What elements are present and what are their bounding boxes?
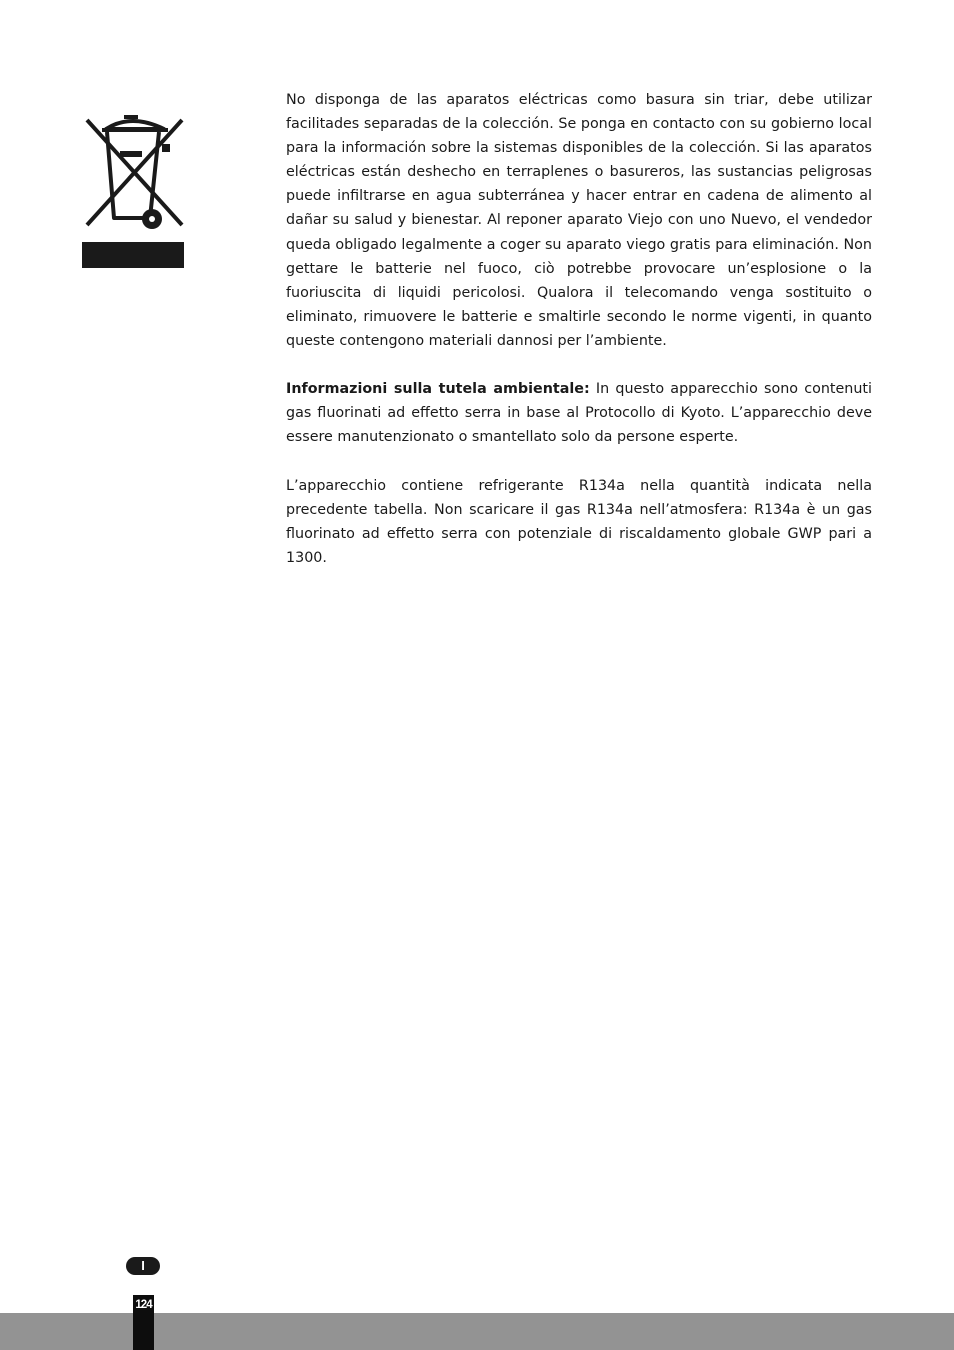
language-badge: I	[126, 1257, 160, 1275]
crossed-out-wheelie-bin-icon	[82, 112, 184, 268]
paragraph-disposal: No disponga de las aparatos eléctricas como basura sin triar, debe utilizar facilitades separadas de la colección. Se ponga en contacto con su gobierno local para la información sobre la sistemas disponibles de la colección. Si las aparatos eléctricas están deshecho en terraplenes o basureros, las sustancias peligrosas puede infiltrarse en agua subterránea y hacer entrar en cadena de alimento al dañar su salud y bienestar. Al reponer aparato Viejo con uno Nuevo, el vendedor queda obligado legalmente a coger su aparato viego gratis para eliminación. Non gettare le batterie nel fuoco, ciò potrebbe provocare un’esplosione o la fuoriuscita di liquidi pericolosi. Qualora il telecomando venga sostituito o eliminato, rimuovere le batterie e smaltirle secondo le norme vigenti, in quanto queste contengono materiali dannosi per l’ambiente.	[286, 92, 872, 349]
paragraph-refrigerant: L’apparecchio contiene refrigerante R134a nella quantità indicata nella precedente tabella. Non scaricare il gas R134a nell’atmosfera: R134a è un gas fluorinato ad effetto serra con potenziale di riscaldamento globale GWP pari a 1300.	[286, 477, 872, 566]
page-number-tab	[133, 1295, 154, 1350]
paragraph-environment-info	[286, 377, 872, 449]
page-number: 124	[135, 1299, 152, 1311]
environment-info-heading: Informazioni sulla tutela ambientale:	[286, 381, 590, 398]
environment-info-text: In questo apparecchio sono contenuti gas fluorinati ad effetto serra in base al Protocollo di Kyoto. L’apparecchio deve essere manutenzionato o smantellato solo da persone esperte.	[286, 381, 872, 446]
body-text	[286, 88, 872, 594]
